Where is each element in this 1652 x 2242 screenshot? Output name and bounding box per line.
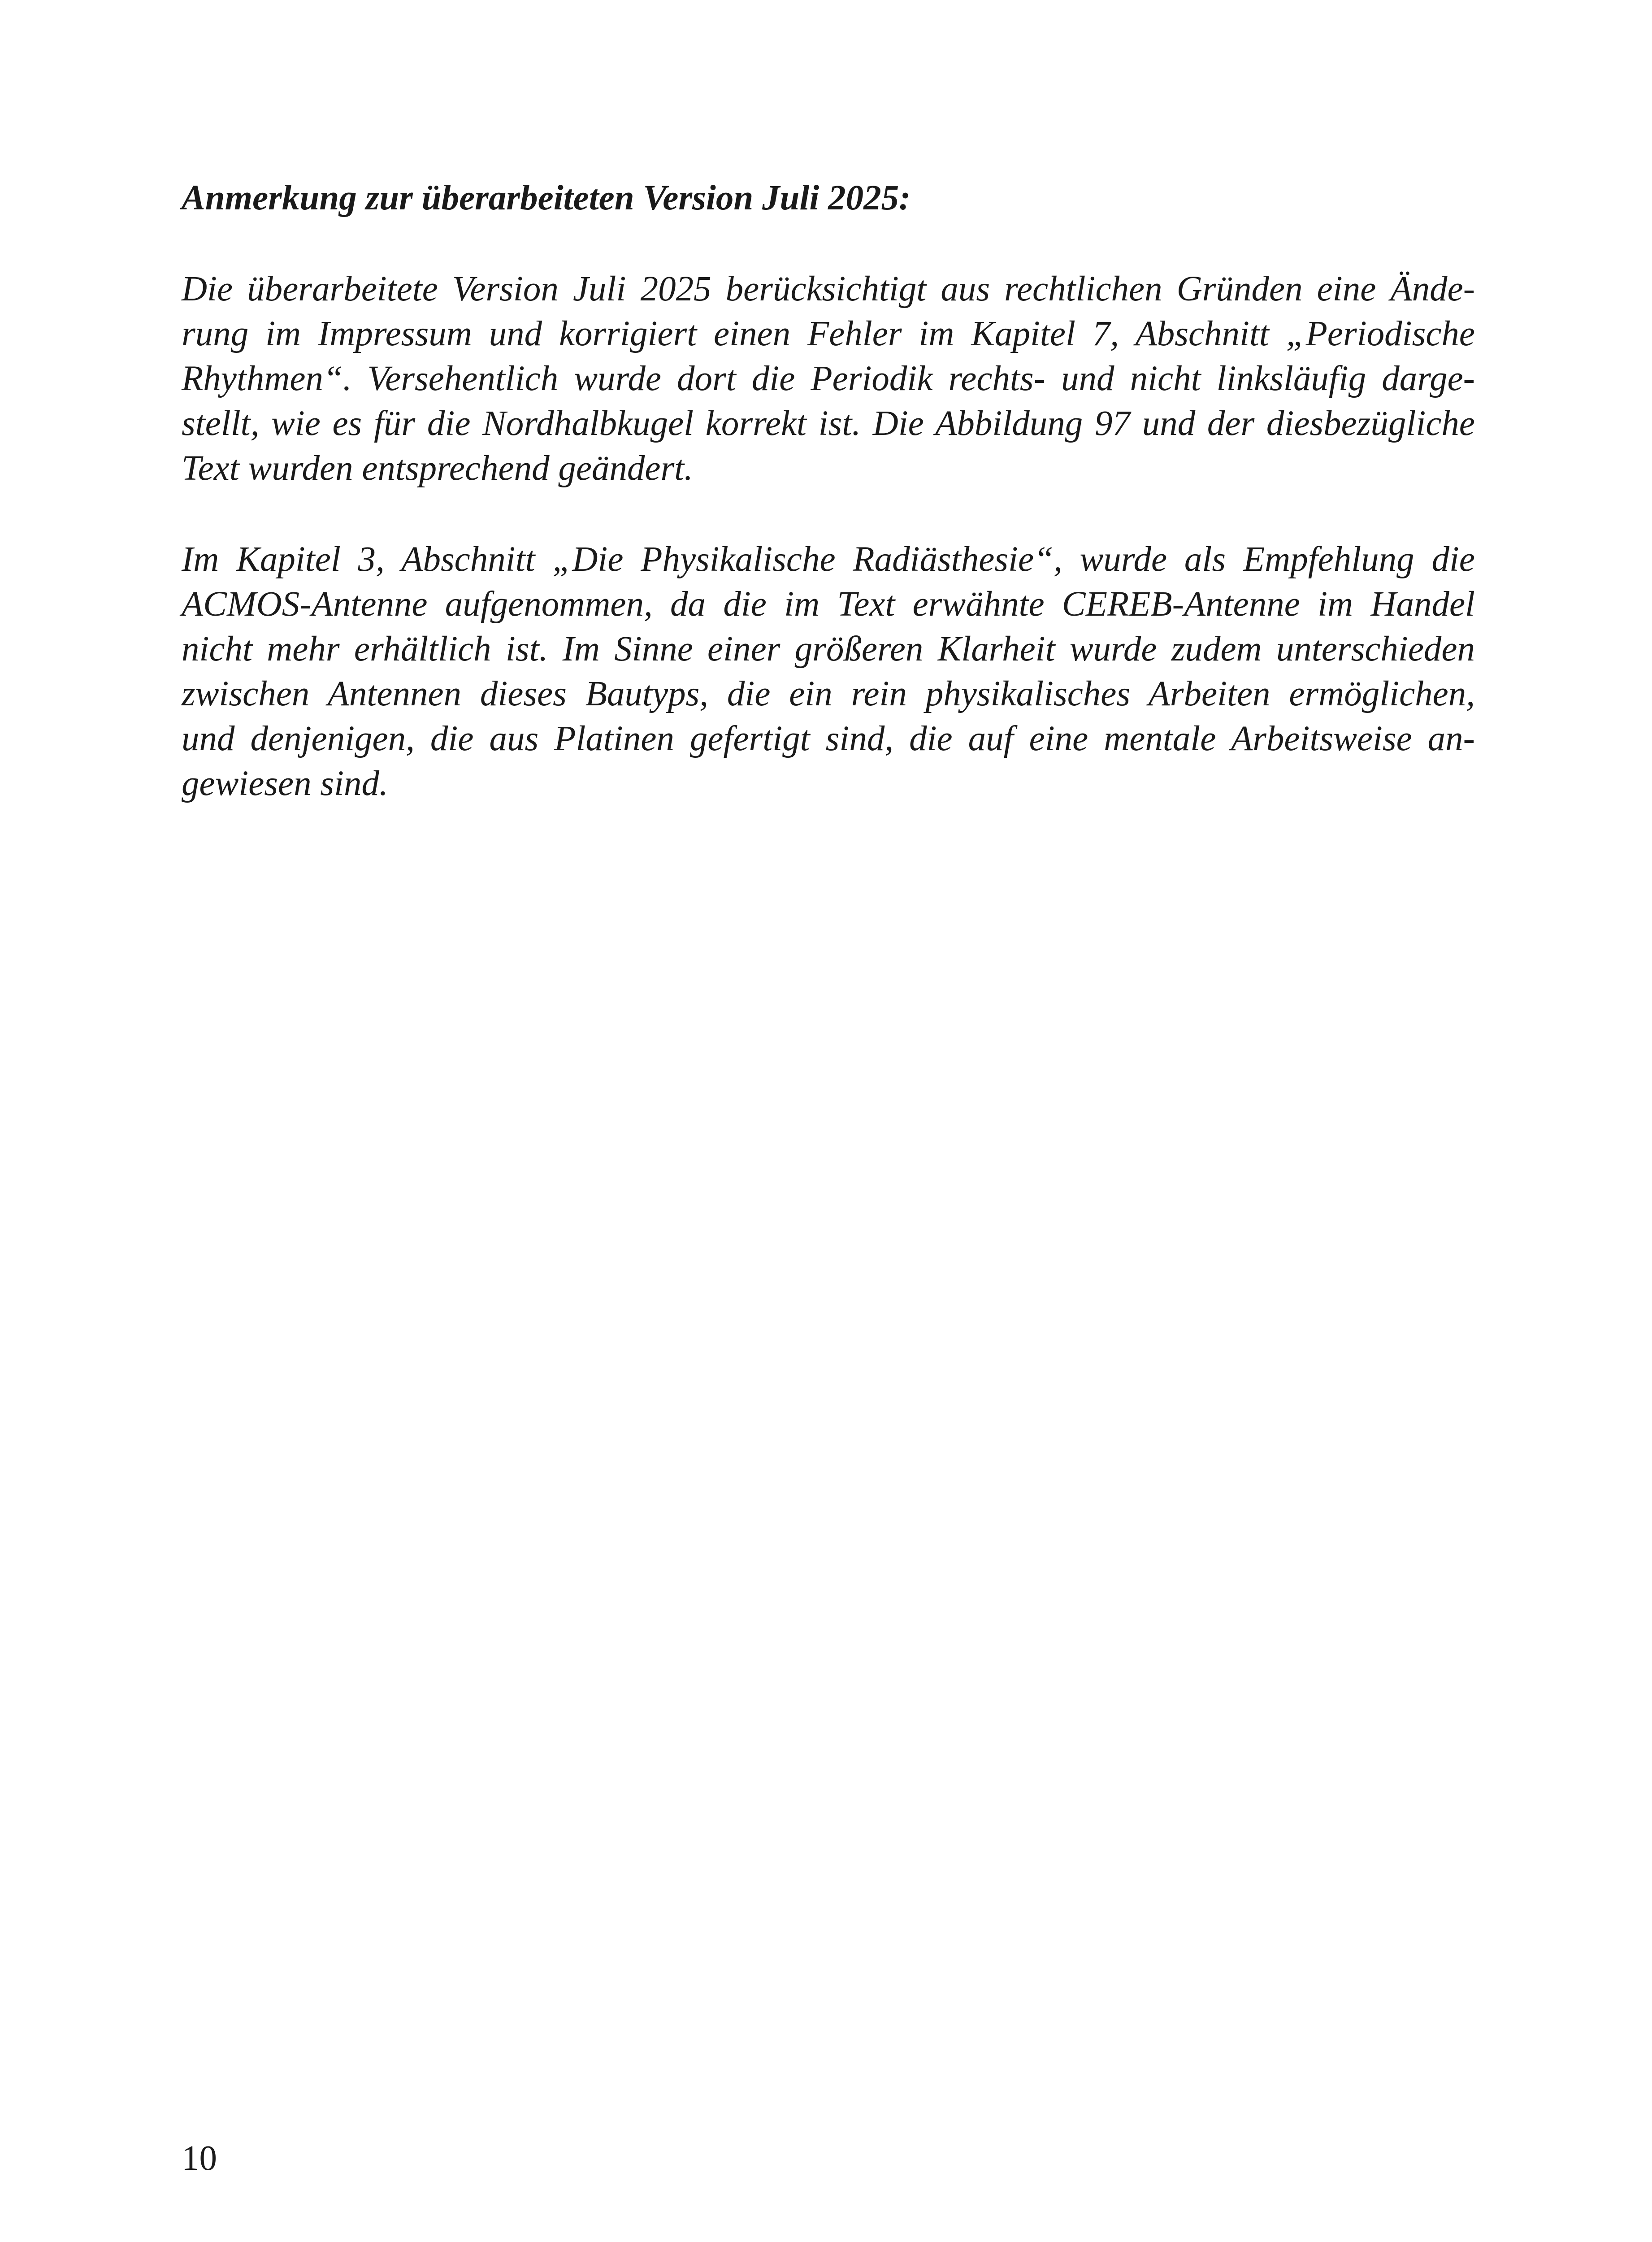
paragraph-1 [182,267,1475,491]
text-line: und denjenigen, die aus Platinen gefertigt sind, die auf eine mentale Arbeitsweise an- [182,719,1475,758]
page-heading: Anmerkung zur überarbeiteten Version Juli 2025: [182,178,911,217]
text-line: gewiesen sind. [182,764,388,803]
text-line: rung im Impressum und korrigiert einen Fehler im Kapitel 7, Abschnitt „Periodische [182,314,1475,353]
text-line: Rhythmen“. Versehentlich wurde dort die Periodik rechts- und nicht linksläufig darge- [182,359,1475,398]
text-line: Im Kapitel 3, Abschnitt „Die Physikalische Radiästhesie“, wurde als Empfehlung die [182,540,1475,579]
paragraph-2 [182,537,1475,806]
text-line: Text wurden entsprechend geändert. [182,449,693,488]
text-line: nicht mehr erhältlich ist. Im Sinne einer größeren Klarheit wurde zudem unterschieden [182,630,1475,669]
text-line: stellt, wie es für die Nordhalbkugel korrekt ist. Die Abbildung 97 und der diesbezügliche [182,404,1475,443]
page-number: 10 [182,2139,217,2178]
page-content [182,176,1475,852]
text-line: ACMOS-Antenne aufgenommen, da die im Text erwähnte CEREB-Antenne im Handel [182,585,1475,624]
text-line: zwischen Antennen dieses Bautyps, die ein rein physikalisches Arbeiten ermöglichen, [182,674,1475,713]
text-line: Die überarbeitete Version Juli 2025 berücksichtigt aus rechtlichen Gründen eine Ände- [182,269,1475,308]
